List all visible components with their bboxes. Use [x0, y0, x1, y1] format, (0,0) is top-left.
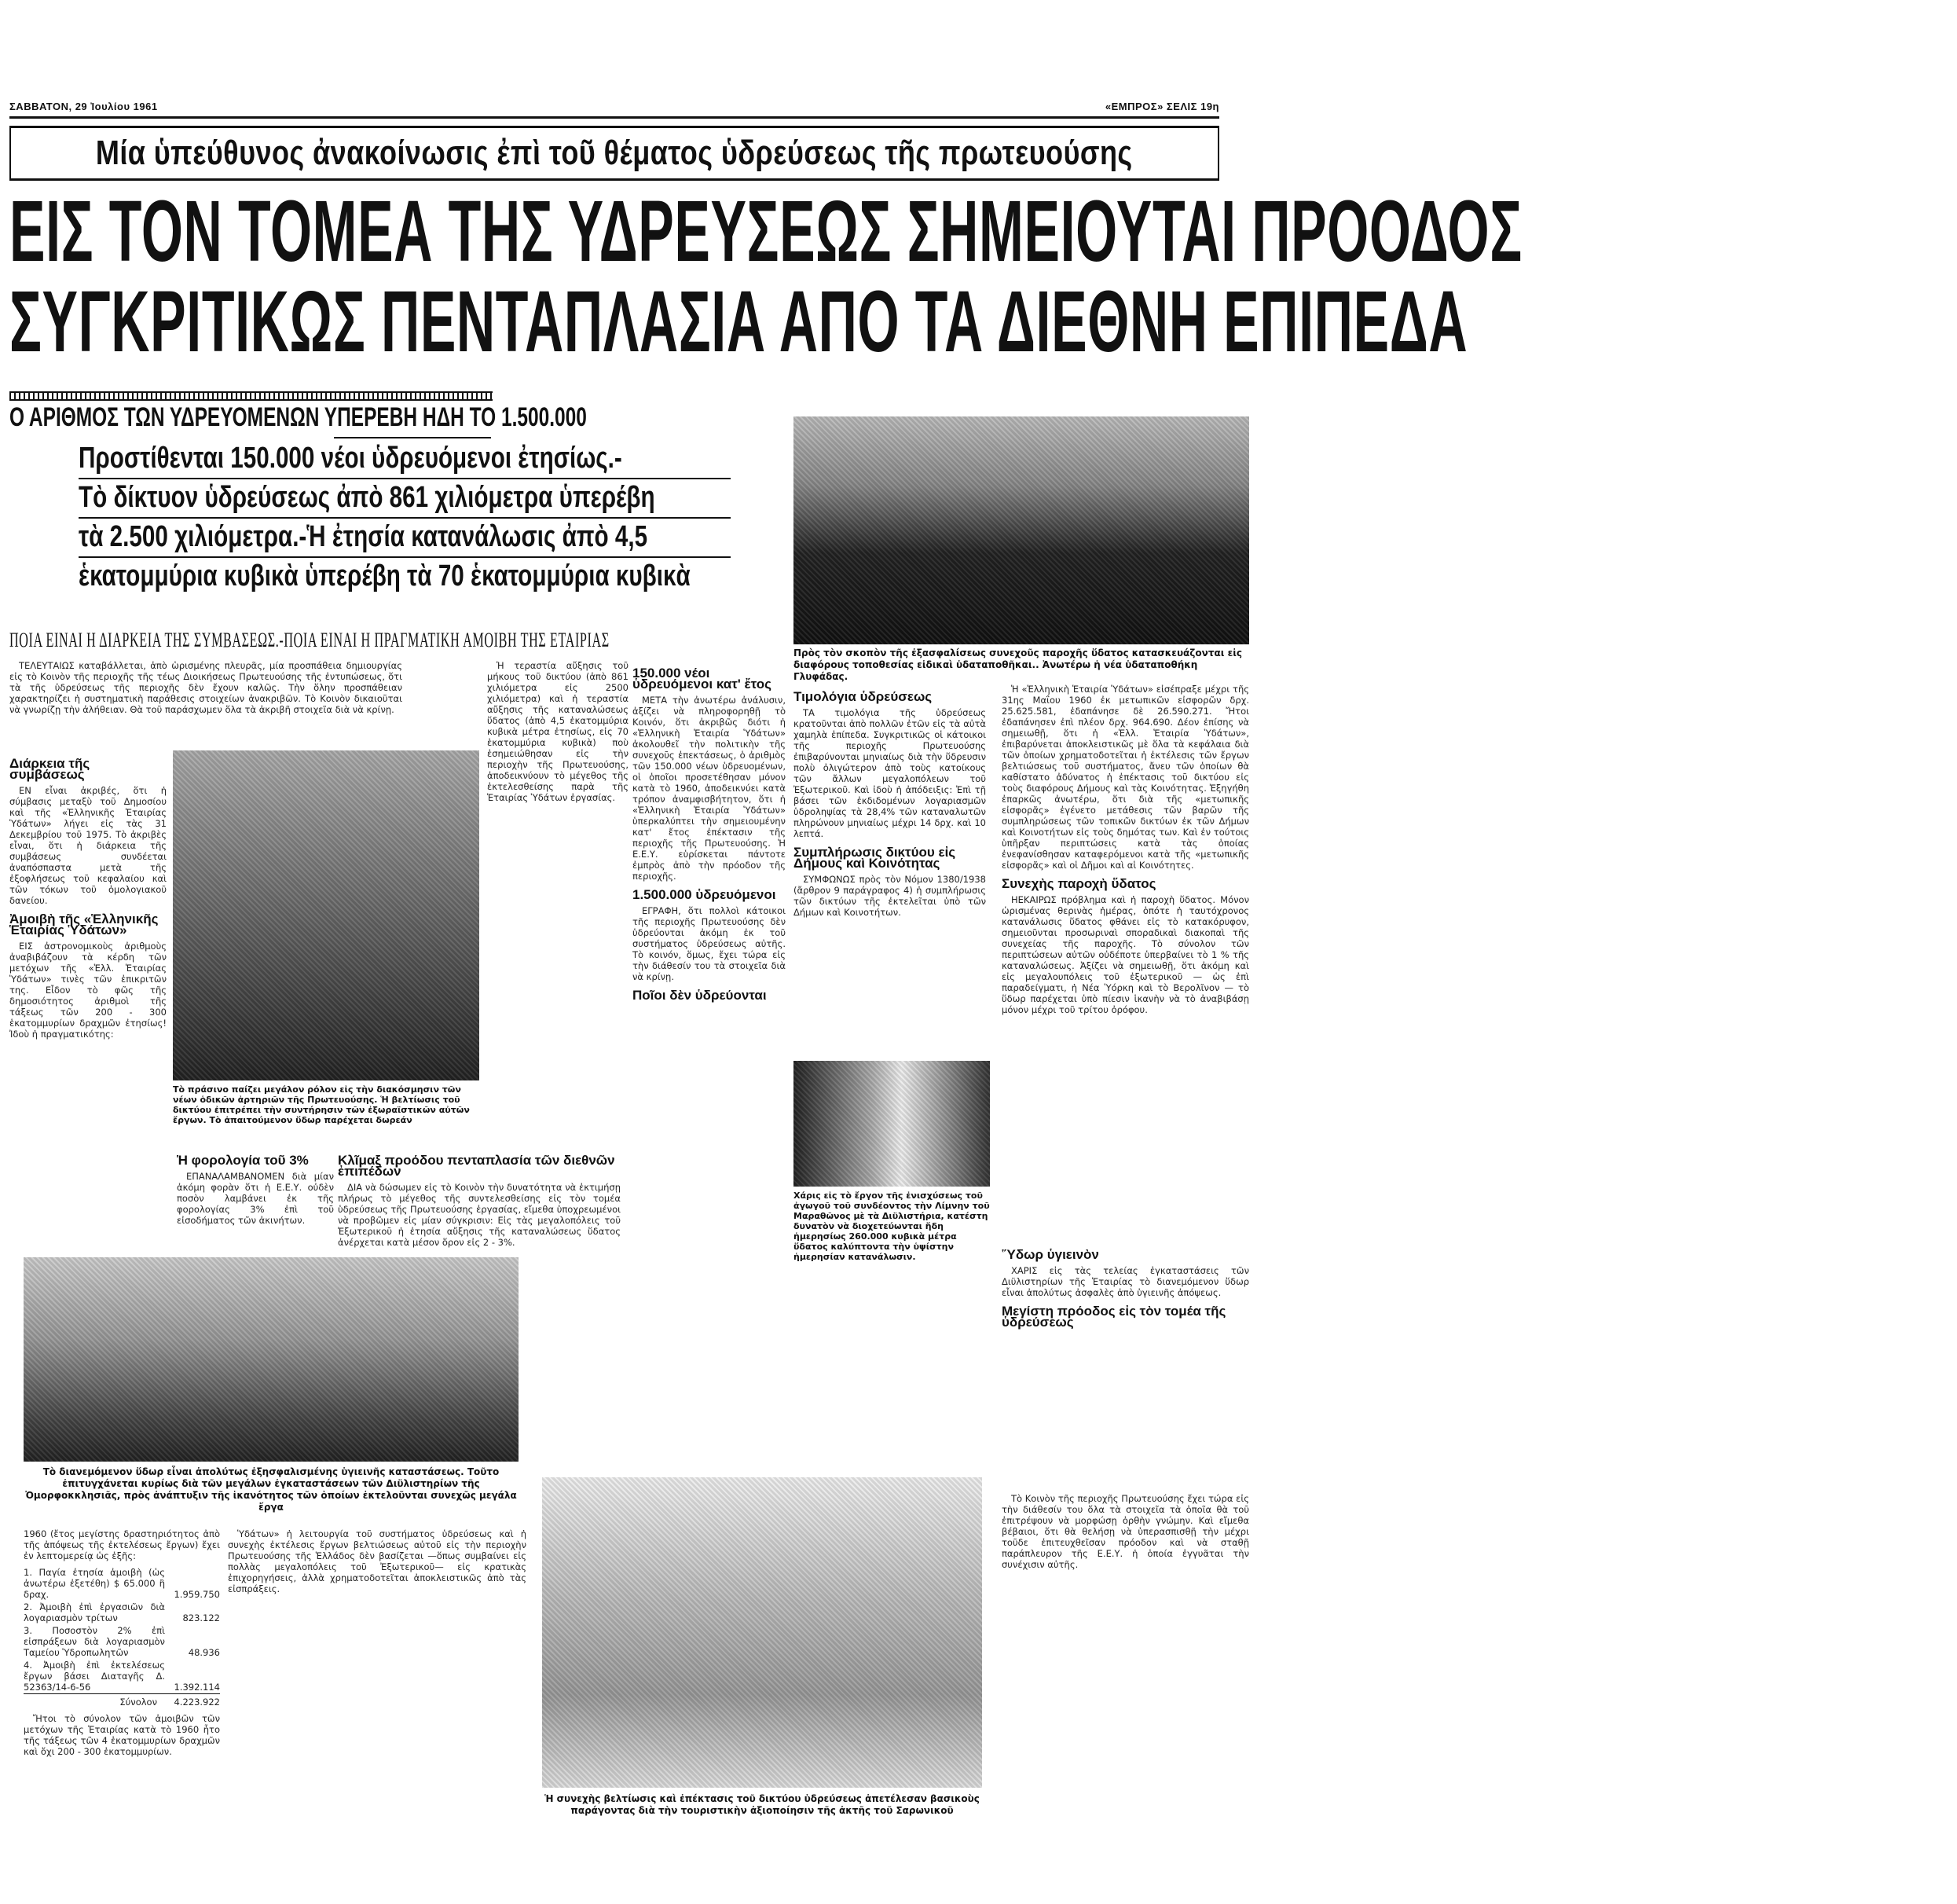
- caption-pipe: Χάρις εἰς τὸ ἔργον τῆς ἐνισχύσεως τοῦ ἀγωγοῦ τοῦ συνδέοντος τὴν Λίμνην τοῦ Μαραθῶνος μὲ τὰ Διϋλιστήρια, κατέστη δυνατὸν νὰ διοχετεύωνται ἤδη ἡμερησίως 260.000 κυβικὰ μέτρα ὕδατος καλύπτοντα τὴν ὑψίστην ἡμερησίαν κατανάλωσιν.: [793, 1190, 990, 1262]
- duration-paragraph: ΕΝ εἶναι ἀκριβές, ὅτι ἡ σύμβασις μεταξὺ τοῦ Δημοσίου καὶ τῆς «Ἑλληνικῆς Ἑταιρίας Ὑδάτων» λήγει εἰς τὰς 31 Δεκεμβρίου τοῦ 1975. Τὸ ἀκριβὲς εἶναι, ὅτι ἡ διάρκεια τῆς συμβάσεως συνδέεται ἀναπόσπαστα μετὰ τῆς ἐξοφλήσεως τοῦ κεφαλαίου καὶ τῶν τόκων τοῦ ὁμολογιακοῦ δανείου.: [9, 785, 167, 906]
- heading-network: Συμπλήρωσις δικτύου εἰς Δήμους καὶ Κοινότητας: [793, 845, 956, 871]
- network-growth-paragraph: Ἡ τεραστία αὔξησις τοῦ μήκους τοῦ δικτύου (ἀπὸ 861 χιλιόμετρα εἰς 2500 χιλιόμετρα) καὶ ἡ τεραστία αὔξησις τῆς καταναλώσεως ὕδατος (ἀπὸ 4,5 ἑκατομμύρια κυβικὰ μέτρα ἐτησίως, εἰς 70 ἑκατομμύρια κυβικὰ) ποὺ ἐσημειώθησαν εἰς τὴν περιοχὴν τῆς Πρωτευούσης, ἀποδεικνύουν τὸ μέγεθος τῆς ἐκτελεσθείσης παρὰ τῆς Ἑταιρίας Ὑδάτων ἐργασίας.: [487, 660, 629, 803]
- column-network-growth: [487, 660, 629, 1077]
- heading-million: 1.500.000 ὑδρευόμενοι: [632, 887, 776, 902]
- section-heading: ΠΟΙΑ ΕΙΝΑΙ Η ΔΙΑΡΚΕΙΑ ΤΗΣ ΣΥΜΒΑΣΕΩΣ.-ΠΟΙΑ ΕΙΝΑΙ Η ΠΡΑΓΜΑΤΙΚΗ ΑΜΟΙΒΗ ΤΗΣ ΕΤΑΙΡΙΑΣ: [9, 629, 610, 651]
- heading-ladder: Κλῖμαξ προόδου πενταπλασία τῶν διεθνῶν ἐπιπέδων: [338, 1153, 615, 1179]
- deck-line-4: ἑκατομμύρια κυβικὰ ὑπερέβη τὰ 70 ἑκατομμύρια κυβικὰ: [79, 559, 691, 592]
- table-total-row: Σύνολον 4.223.922: [24, 1694, 220, 1709]
- deck-line-2: Τὸ δίκτυον ὑδρεύσεως ἀπὸ 861 χιλιόμετρα ὑπερέβη: [79, 481, 731, 519]
- photo-coast: [542, 1477, 982, 1788]
- article-intro: [9, 660, 402, 747]
- fee-paragraph: ΕΙΣ ἀστρονομικοὺς ἀριθμοὺς ἀναβιβάζουν τὰ κέρδη τῶν μετόχων τῆς «Ἑλλ. Ἑταιρίας Ὑδάτων» τινὲς τῶν ἐπικριτῶν της. Εἶδον τὸ φῶς τῆς δημοσιότητος ἀριθμοὶ τῆς τάξεως τῶν 200 - 300 ἑκατομμυρίων δραχμῶν ἐτησίως! Ἰδοὺ ἡ πραγματικότης:: [9, 941, 167, 1040]
- heading-tariffs: Τιμολόγια ὑδρεύσεως: [793, 689, 933, 704]
- intro-paragraph: ΤΕΛΕΥΤΑΙΩΣ καταβάλλεται, ἀπὸ ὡρισμένης πλευρᾶς, μία προσπάθεια δημιουργίας εἰς τὸ Κοινὸν τῆς περιοχῆς τῆς τέως Διοικήσεως Πρωτευούσης τῆς ἐντυπώσεως, ὅτι τὰ τῆς ὑδρεύσεως τῆς περιοχῆς δὲν ἔχουν καλῶς. Τὴν ὅλην προσπάθειαν χαρακτηρίζει ἡ συστηματικὴ παράθεσις στοιχείων ἀνακριβῶν. Τὸ Κοινὸν δικαιοῦται νὰ γνωρίζῃ τὴν ἀλήθειαν. Θὰ τοῦ παράσχωμεν ὅλα τὰ ἀκριβῆ στοιχεῖα διὰ νὰ κρίνῃ.: [9, 660, 402, 715]
- healthy-paragraph: ΧΑΡΙΣ εἰς τὰς τελείας ἐγκαταστάσεις τῶν Διϋλιστηρίων τῆς Ἑταιρίας τὸ διανεμόμενον ὕδωρ εἶναι ἀπολύτως ἀσφαλὲς ἀπὸ ὑγιεινῆς ἀπόψεως.: [1002, 1265, 1249, 1298]
- new-users-paragraph: ΜΕΤΑ τὴν ἀνωτέρω ἀνάλυσιν, ἀξίζει νὰ πληροφορηθῇ τὸ Κοινόν, ὅτι ἀκριβῶς διότι ἡ «Ἑλληνικὴ Ἑταιρία Ὑδάτων» ἀκολουθεῖ τὴν πολιτικὴν τῆς συνεχοῦς ἐπεκτάσεως, ὁ ἀριθμὸς τῶν 150.000 νέων ὑδρευομένων, οἱ ὁποῖοι προσετέθησαν μόνον κατὰ τὸ 1960, ἀποδεικνύει κατὰ τρόπον ἀναμφισβήτητον, ὅτι ἡ «Ἑλληνικὴ Ἑταιρία Ὑδάτων» ὑπερκαλύπτει τὴν σημειουμένην κατ' ἔτος ἐπέκτασιν τῆς περιοχῆς τῆς Πρωτευούσης. Ἡ Ε.Ε.Υ. εὑρίσκεται πάντοτε ἐμπρὸς ἀπὸ τὴν πρόοδον τῆς περιοχῆς.: [632, 695, 786, 882]
- column-closing: [1002, 1493, 1249, 1799]
- headline-line-1: ΕΙΣ ΤΟΝ ΤΟΜΕΑ ΤΗΣ ΥΔΡΕΥΣΕΩΣ ΣΗΜΕΙΟΥΤΑΙ ΠΡΟΟΔΟΣ: [9, 183, 1523, 280]
- heading-max: Μεγίστη πρόοδος εἰς τὸν τομέα τῆς ὑδρεύσεως: [1002, 1304, 1226, 1330]
- tax-paragraph: ΕΠΑΝΑΛΑΜΒΑΝΟΜΕΝ διὰ μίαν ἀκόμη φορὰν ὅτι ἡ Ε.Ε.Υ. οὐδὲν ποσὸν λαμβάνει ἐκ τῆς φορολογίας 3% ἐπὶ τοῦ εἰσοδήματος τῶν ἀκινήτων.: [177, 1171, 334, 1226]
- subheadline: Ο ΑΡΙΘΜΟΣ ΤΩΝ ΥΔΡΕΥΟΜΕΝΩΝ ΥΠΕΡΕΒΗ ΗΔΗ ΤΟ 1.500.000: [9, 402, 587, 432]
- column-duration: [9, 750, 167, 1128]
- masthead: [9, 101, 1219, 116]
- issue-date: ΣΑΒΒΑΤΟΝ, 29 Ἰουλίου 1961: [9, 101, 158, 112]
- caption-city: Τὸ πράσινο παίζει μεγάλον ρόλον εἰς τὴν διακόσμησιν τῶν νέων ὁδικῶν ἀρτηριῶν τῆς Πρωτευούσης. Ἡ βελτίωσις τοῦ δικτύου ἐπιτρέπει τὴν συντήρησιν τῶν ἐξωραϊστικῶν αὐτῶν ἔργων. Τὸ ἀπαιτούμενον ὕδωρ παρέχεται δωρεάν: [173, 1084, 470, 1125]
- divider: [334, 437, 491, 438]
- greek-key-border: [9, 391, 493, 401]
- column-fees: [24, 1528, 220, 1796]
- caption-coast: Ἡ συνεχὴς βελτίωσις καὶ ἐπέκτασις τοῦ δικτύου ὑδρεύσεως ἀπετέλεσαν βασικοὺς παράγοντας διὰ τὴν τουριστικὴν ἀξιοποίησιν τῆς ἀκτῆς τοῦ Σαρωνικοῦ: [544, 1793, 980, 1816]
- photo-pipe: [793, 1061, 990, 1187]
- photo-filters: [24, 1257, 519, 1462]
- deck-line-3: τὰ 2.500 χιλιόμετρα.-Ἡ ἐτησία κατανάλωσις ἀπὸ 4,5: [79, 520, 731, 558]
- kicker-box: [9, 126, 1219, 181]
- heading-fee: Ἀμοιβὴ τῆς «Ἑλληνικῆς Ἑταιρίας Ὑδάτων»: [9, 912, 159, 937]
- heading-healthy: Ὕδωρ ὑγιεινὸν: [1002, 1247, 1099, 1262]
- caption-reservoir: Πρὸς τὸν σκοπὸν τῆς ἐξασφαλίσεως συνεχοῦς παροχῆς ὕδατος κατασκευάζονται εἰς διαφόρους τοποθεσίας εἰδικαὶ ὑδαταποθῆκαι.. Ἀνωτέρω ἡ νέα ὑδαταποθήκη Γλυφάδας.: [793, 648, 1243, 682]
- photo-city: [173, 750, 479, 1080]
- table-row: 2. Ἀμοιβὴ ἐπὶ ἐργασιῶν διὰ λογαριασμὸν τρίτων 823.122: [24, 1601, 220, 1623]
- deck-line-1: Προστίθενται 150.000 νέοι ὑδρευόμενοι ἐτησίως.-: [79, 442, 731, 479]
- page-number: «ΕΜΠΡΟΣ» ΣΕΛΙΣ 19η: [1105, 101, 1219, 112]
- column-right: [1002, 684, 1249, 1234]
- masthead-rule: [9, 116, 1219, 119]
- photo-reservoir: [793, 416, 1249, 644]
- heading-not-served: Ποῖοι δὲν ὑδρεύονται: [632, 988, 767, 1003]
- network-paragraph: ΣΥΜΦΩΝΩΣ πρὸς τὸν Νόμον 1380/1938 (ἄρθρον 9 παράγραφος 4) ἡ συμπλήρωσις τῶν δικτύων τῆς ἐκτελεῖται ὑπὸ τῶν Δήμων καὶ Κοινοτήτων.: [793, 874, 986, 918]
- closing-paragraph: Τὸ Κοινὸν τῆς περιοχῆς Πρωτευούσης ἔχει τώρα εἰς τὴν διάθεσίν του ὅλα τὰ στοιχεῖα τὰ ὁποῖα θὰ τοῦ ἐπιτρέψουν νὰ μορφώσῃ ὀρθὴν γνώμην. Καὶ εἴμεθα βέβαιοι, ὅτι θὰ θελήσῃ νὰ ὑπερασπισθῇ τὴν μέχρι τοῦδε ἐπιτευχθεῖσαν πρόοδον καὶ νὰ σταθῇ παράπλευρον τῆς Ε.Ε.Υ. ἡ ὁποία ἐγγυᾶται τὴν συνέχισιν αὐτῆς.: [1002, 1493, 1249, 1570]
- heading-new-users: 150.000 νέοι ὑδρευόμενοι κατ' ἔτος: [632, 666, 771, 692]
- million-paragraph: ΕΓΡΑΦΗ, ὅτι πολλοὶ κάτοικοι τῆς περιοχῆς Πρωτευούσης δὲν ὑδρεύονται ἀκόμη ἐκ τοῦ συστήματος ὑδρεύσεως αὐτῆς. Τὸ κοινόν, ὅμως, ἔχει τώρα εἰς τὴν διάθεσίν του τὰ στοιχεῖα διὰ νὰ κρίνῃ.: [632, 905, 786, 982]
- heading-supply: Συνεχὴς παροχὴ ὕδατος: [1002, 876, 1156, 891]
- right-column-paragraph: Ἡ «Ἑλληνικὴ Ἑταιρία Ὑδάτων» εἰσέπραξε μέχρι τῆς 31ης Μαΐου 1960 ἐκ μετωπικῶν εἰσφορῶν δρχ. 25.625.581, ἐδαπάνησε δὲ 26.590.271. Ἤτοι ἐδαπάνησεν ἐπὶ πλέον δρχ. 964.690. Δέον ἐπίσης νὰ σημειωθῇ, ὅτι ἡ «Ἑλλ. Ἑταιρία Ὑδάτων», ἐπιβαρύνεται ἀποκλειστικῶς μὲ ὅλα τὰ κεφάλαια διὰ τῶν ὁποίων χρηματοδοτεῖται ἡ ἐκτέλεσις τῶν ἔργων βελτιώσεως τοῦ συστήματος, ἄνευ τῶν ὁποίων θὰ καθίστατο ἀδύνατος ἡ ἐπέκτασις τοῦ δικτύου εἰς τοὺς διαφόρους Δήμους καὶ τὰς Κοινότητας. Ἐξηγήθη ἐπαρκῶς ἀνωτέρω, ὅτι διὰ τῆς «μετωπικῆς εἰσφορᾶς» ἐγένετο μετάθεσις τῶν βαρῶν τῆς συμπληρώσεως τῶν τοπικῶν δικτύων ἐκ τῶν Δήμων καὶ Κοινοτήτων εἰς τοὺς δημότας των. Καὶ ἐν τούτοις ὑπῆρξαν περιπτώσεις κατὰ τὰς ὁποίας ἐνεφανίσθησαν καταφερόμενοι κατὰ τῆς «μετωπικῆς εἰσφορᾶς» καὶ οἱ Δῆμοι καὶ αἱ Κοινότητες.: [1002, 684, 1249, 871]
- fees-intro: 1960 (ἔτος μεγίστης δραστηριότητος ἀπὸ τῆς ἀπόψεως τῆς ἐκτελέσεως ἔργων) ἔχει ἐν λεπτομερείᾳ ὡς ἑξῆς:: [24, 1528, 220, 1561]
- column-new-users: [632, 660, 786, 1462]
- supply-paragraph: ΗΕΚΑΙΡΩΣ πρόβλημα καὶ ἡ παροχὴ ὕδατος. Μόνον ὡρισμένας θερινὰς ἡμέρας, ὁπότε ἡ ταυτόχρονος κατανάλωσις ὕδατος φθάνει εἰς τὸ κατακόρυφον, σημειοῦνται προσωριναὶ σποραδικαὶ διακοπαὶ τῆς συνεχείας τῆς παροχῆς. Τὸ σύνολον τῶν περιπτώσεων αὐτῶν οὐδέποτε ὑπερβαίνει τὸ 1 % τῆς καταναλώσεως. Ἀξίζει νὰ σημειωθῇ, ὅτι ἀκόμη καὶ εἰς μεγαλουπόλεις τοῦ ἐξωτερικοῦ — ὡς ἐπὶ παραδείγματι, ἡ Νέα Ὑόρκη καὶ τὸ Βερολῖνον — τὸ ὕδωρ παρέχεται ὑπὸ πίεσιν ἱκανὴν νὰ τὸ ἀναβιβάσῃ μόνον μέχρι τοῦ τρίτου ὀρόφου.: [1002, 894, 1249, 1015]
- kicker-title: Μία ὑπεύθυνος ἀνακοίνωσις ἐπὶ τοῦ θέματος ὑδρεύσεως τῆς πρωτευούσης: [96, 134, 1133, 172]
- ladder-paragraph: ΔΙΑ νὰ δώσωμεν εἰς τὸ Κοινὸν τὴν δυνατότητα νὰ ἐκτιμήσῃ πλήρως τὸ μέγεθος τῆς συντελεσθείσης εἰς τὸν τομέα ὑδρεύσεως τῆς Πρωτευούσης ἐργασίας, εἴμεθα ὑποχρεωμένοι νὰ προβῶμεν εἰς μίαν σύγκρισιν: Εἰς τὰς μεγαλοπόλεις τοῦ Ἐξωτερικοῦ ἡ ἐτησία αὔξησις τῆς καταναλώσεως ὕδατος ἀνέρχεται κατὰ μέσον ὅρον εἰς 2 - 3%.: [338, 1182, 621, 1248]
- column-tariffs: [793, 684, 986, 1053]
- headline-line-2: ΣΥΓΚΡΙΤΙΚΩΣ ΠΕΝΤΑΠΛΑΣΙΑ ΑΠΟ ΤΑ ΔΙΕΘΝΗ ΕΠΙΠΕΔΑ: [9, 273, 1468, 370]
- filters-side-paragraph: Ὑδάτων» ἡ λειτουργία τοῦ συστήματος ὑδρεύσεως καὶ ἡ συνεχὴς ἐκτέλεσις ἔργων βελτιώσεως αὐτοῦ εἰς τὴν περιοχὴν Πρωτευούσης τῆς Ἑλλάδος δὲν βασίζεται —ὅπως συμβαίνει εἰς πολλὰς μεγαλοπόλεις τοῦ Ἐξωτερικοῦ— εἰς κρατικὰς ἐπιχορηγήσεις, ἀλλὰ χρηματοδοτεῖται ἀποκλειστικῶς ἀπὸ τὰς εἰσπράξεις.: [228, 1528, 526, 1594]
- table-row: 4. Ἀμοιβὴ ἐπὶ ἐκτελέσεως ἔργων βάσει Διαταγῆς Δ. 52363/14-6-56 1.392.114: [24, 1660, 220, 1693]
- table-row: 3. Ποσοστὸν 2% ἐπὶ εἰσπράξεων διὰ λογαριασμὸν Ταμείου Ὑδροπωλητῶν 48.936: [24, 1625, 220, 1658]
- heading-tax: Ἡ φορολογία τοῦ 3%: [177, 1153, 309, 1168]
- column-healthy: [1002, 1242, 1249, 1477]
- fees-table: [24, 1566, 220, 1708]
- fees-outro: Ἤτοι τὸ σύνολον τῶν ἀμοιβῶν τῶν μετόχων τῆς Ἑταιρίας κατὰ τὸ 1960 ἦτο τῆς τάξεως τῶν 4 ἑκατομμυρίων δραχμῶν καὶ ὄχι 200 - 300 ἑκατομμυρίων.: [24, 1713, 220, 1757]
- heading-duration: Διάρκεια τῆς συμβάσεως: [9, 756, 90, 782]
- tariffs-paragraph: ΤΑ τιμολόγια τῆς ὑδρεύσεως κρατοῦνται ἀπὸ πολλῶν ἐτῶν εἰς τὰ αὐτὰ χαμηλὰ ἐπίπεδα. Συγκριτικῶς οἱ κάτοικοι τῆς περιοχῆς Πρωτευούσης ἐπιβαρύνονται μηνιαίως διὰ τὴν ὕδρευσιν πολὺ ὀλιγώτερον ἀπὸ τοὺς κατοίκους τῶν ἄλλων μεγαλοπόλεων τοῦ Ἐξωτερικοῦ. Καὶ ἰδοὺ ἡ ἀπόδειξις: Ἐπὶ τῇ βάσει τῶν ἐκδιδομένων λογαριασμῶν ὑδροληψίας τὰ 28,4% τῶν καταναλωτῶν πληρώνουν μηνιαίως μέχρι 14 δρχ. καὶ 10 λεπτά.: [793, 707, 986, 839]
- column-filters-side: [228, 1528, 526, 1796]
- caption-filters: Τὸ διανεμόμενον ὕδωρ εἶναι ἀπολύτως ἐξησφαλισμένης ὑγιεινῆς καταστάσεως. Τοῦτο ἐπιτυγχάνεται κυρίως διὰ τῶν μεγάλων ἐγκαταστάσεων τῶν Διϋλιστηρίων τῆς Ὀμορφοκκλησιᾶς, πρὸς ἀνάπτυξιν τῆς ἱκανότητος τῶν ὁποίων ἐκτελοῦνται συνεχῶς μεγάλα ἔργα: [25, 1466, 517, 1513]
- table-row: 1. Παγία ἐτησία ἀμοιβὴ (ὡς ἀνωτέρω ἐξετέθη) $ 65.000 ἢ δραχ. 1.959.750: [24, 1567, 220, 1600]
